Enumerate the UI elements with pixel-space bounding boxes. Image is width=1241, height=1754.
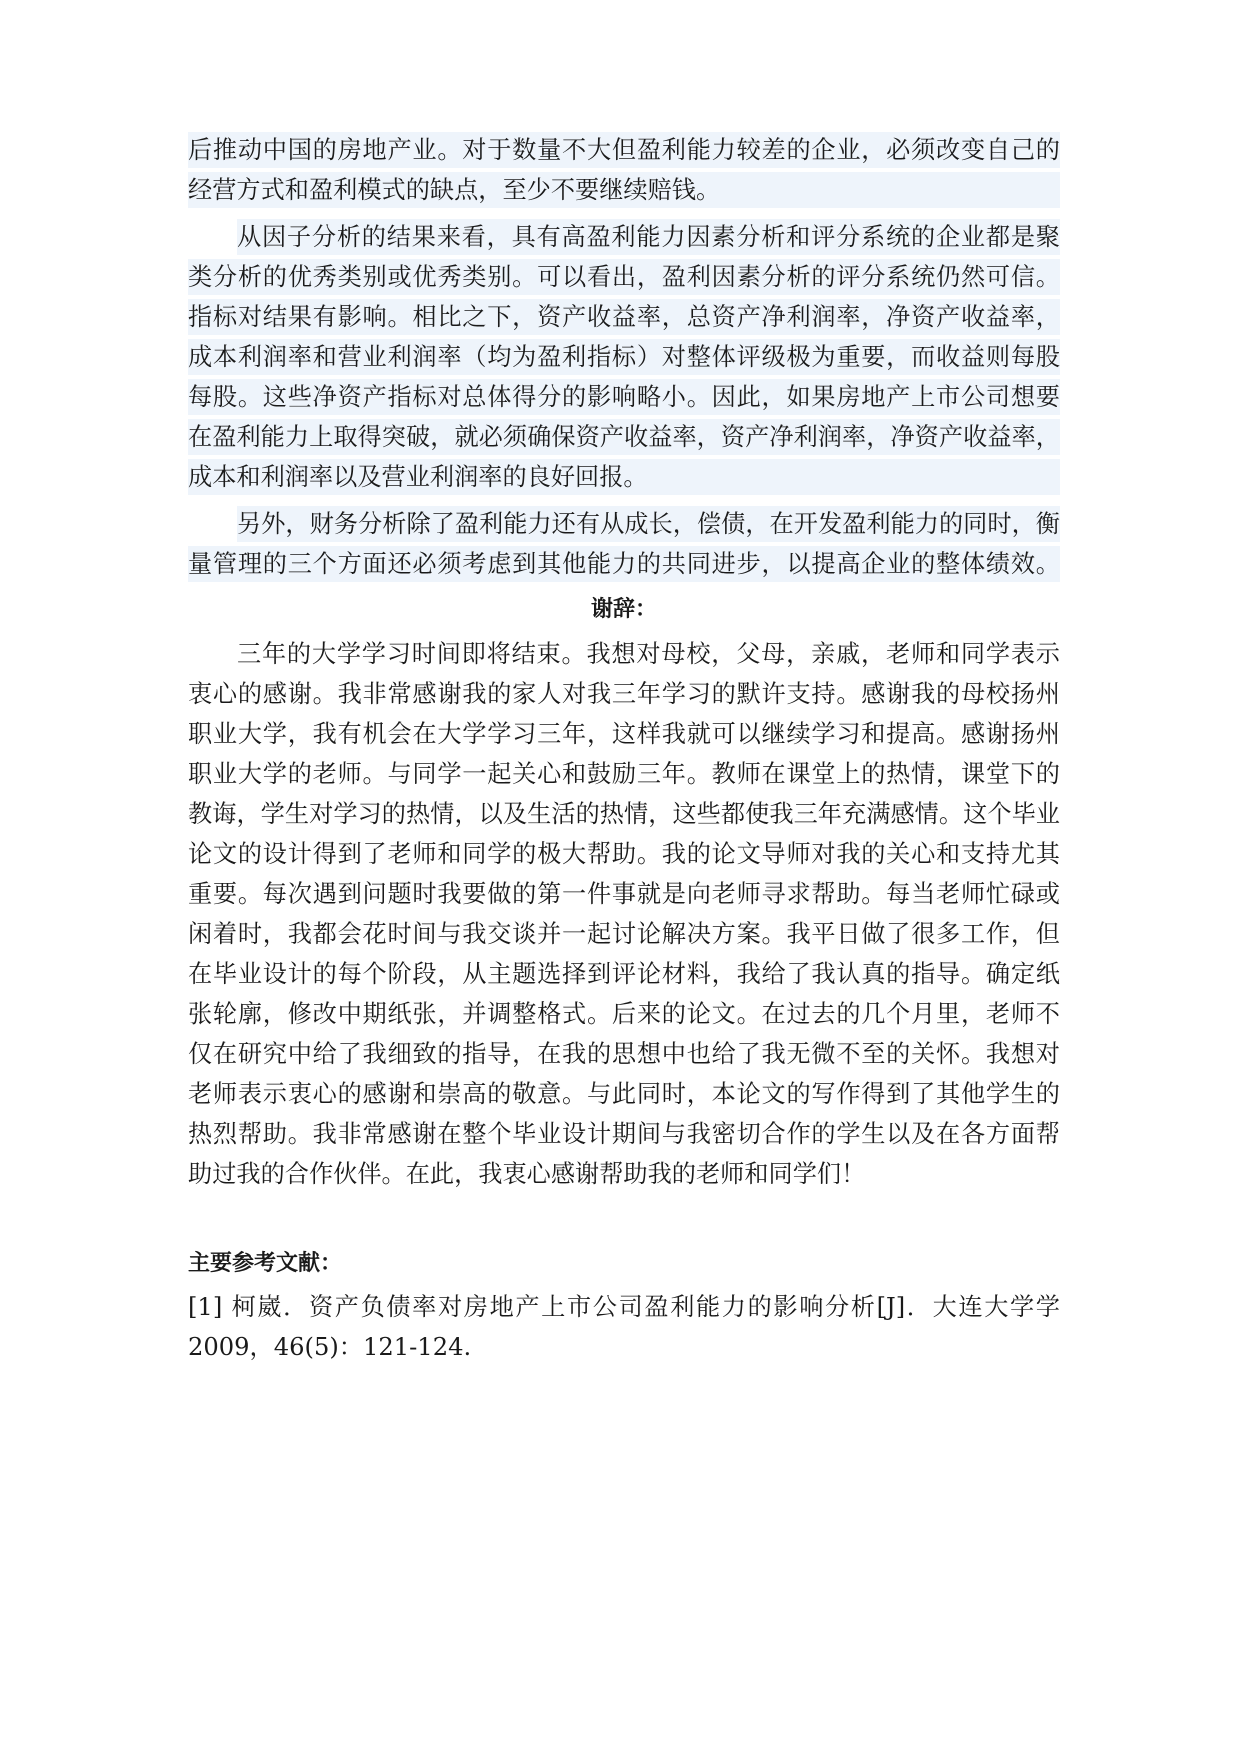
acknowledgement-line-14: 助过我的合作伙伴。在此，我衷心感谢帮助我的老师和同学们！: [188, 1160, 866, 1188]
paragraph-3-line-1: 另外，财务分析除了盈利能力还有从成长，偿债，在开发盈利能力的同时，衡: [237, 506, 1060, 542]
paragraph-1-line-1: 后推动中国的房地产业。对于数量不大但盈利能力较差的企业，必须改变自己的: [188, 132, 1060, 168]
reference-1-line-1: [1] 柯崴．资产负债率对房地产上市公司盈利能力的影响分析[J]．大连大学学: [188, 1293, 1060, 1321]
acknowledgement-line-9: 在毕业设计的每个阶段，从主题选择到评论材料，我给了我认真的指导。确定纸: [188, 960, 1060, 988]
paragraph-2-line-7: 成本和利润率以及营业利润率的良好回报。: [188, 459, 1060, 495]
paragraph-2-line-6: 在盈利能力上取得突破，就必须确保资产收益率，资产净利润率，净资产收益率，: [188, 419, 1060, 455]
acknowledgement-line-4: 职业大学的老师。与同学一起关心和鼓励三年。教师在课堂上的热情，课堂下的: [188, 760, 1060, 788]
acknowledgement-line-11: 仅在研究中给了我细致的指导，在我的思想中也给了我无微不至的关怀。我想对: [188, 1040, 1060, 1068]
paragraph-2-line-1: 从因子分析的结果来看，具有高盈利能力因素分析和评分系统的企业都是聚: [237, 219, 1060, 255]
acknowledgement-line-2: 衷心的感谢。我非常感谢我的家人对我三年学习的默许支持。感谢我的母校扬州: [188, 680, 1060, 708]
references-heading: 主要参考文献：: [188, 1250, 343, 1276]
paragraph-2-line-5: 每股。这些净资产指标对总体得分的影响略小。因此，如果房地产上市公司想要: [188, 379, 1060, 415]
acknowledgement-line-5: 教诲，学生对学习的热情，以及生活的热情，这些都使我三年充满感情。这个毕业: [188, 800, 1060, 828]
acknowledgement-line-12: 老师表示衷心的感谢和崇高的敬意。与此同时，本论文的写作得到了其他学生的: [188, 1080, 1060, 1108]
paragraph-2-line-3: 指标对结果有影响。相比之下，资产收益率，总资产净利润率，净资产收益率，: [188, 299, 1060, 335]
acknowledgement-line-8: 闲着时，我都会花时间与我交谈并一起讨论解决方案。我平日做了很多工作，但: [188, 920, 1060, 948]
reference-1-line-2: 2009，46(5)：121-124.: [188, 1333, 472, 1361]
paragraph-1-line-2: 经营方式和盈利模式的缺点，至少不要继续赔钱。: [188, 172, 1060, 208]
paragraph-3-line-2: 量管理的三个方面还必须考虑到其他能力的共同进步，以提高企业的整体绩效。: [188, 546, 1060, 582]
acknowledgement-heading: 谢辞：: [590, 596, 657, 622]
acknowledgement-line-10: 张轮廓，修改中期纸张，并调整格式。后来的论文。在过去的几个月里，老师不: [188, 1000, 1060, 1028]
acknowledgement-line-3: 职业大学，我有机会在大学学习三年，这样我就可以继续学习和提高。感谢扬州: [188, 720, 1060, 748]
acknowledgement-line-6: 论文的设计得到了老师和同学的极大帮助。我的论文导师对我的关心和支持尤其: [188, 840, 1060, 868]
acknowledgement-line-7: 重要。每次遇到问题时我要做的第一件事就是向老师寻求帮助。每当老师忙碌或: [188, 880, 1060, 908]
acknowledgement-line-13: 热烈帮助。我非常感谢在整个毕业设计期间与我密切合作的学生以及在各方面帮: [188, 1120, 1060, 1148]
acknowledgement-line-1: 三年的大学学习时间即将结束。我想对母校，父母，亲戚，老师和同学表示: [237, 640, 1060, 668]
paragraph-2-line-2: 类分析的优秀类别或优秀类别。可以看出，盈利因素分析的评分系统仍然可信。: [188, 259, 1060, 295]
paragraph-2-line-4: 成本利润率和营业利润率（均为盈利指标）对整体评级极为重要，而收益则每股: [188, 339, 1060, 375]
